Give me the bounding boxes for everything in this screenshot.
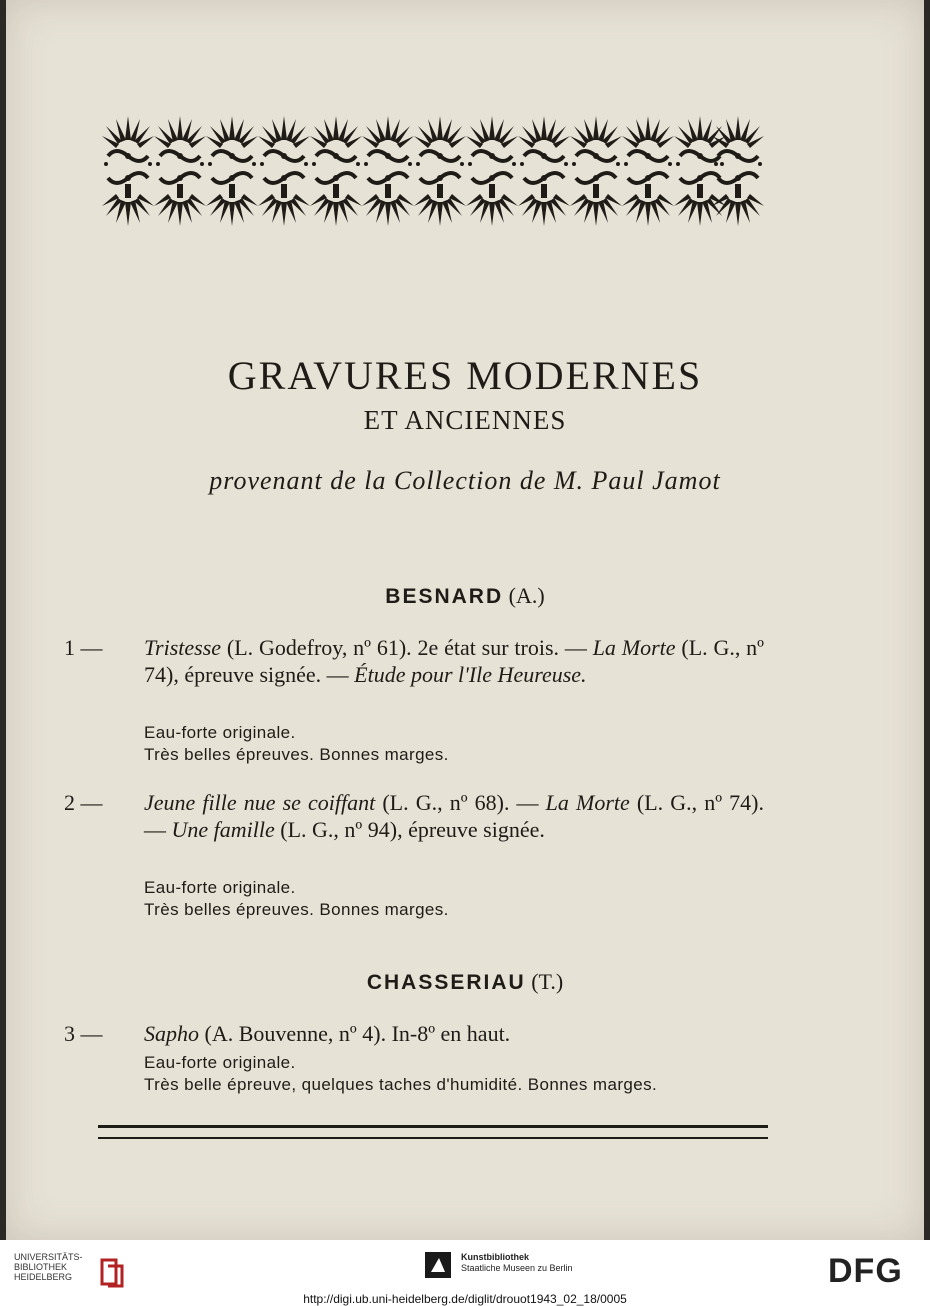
entry-detail: (A. Bouvenne, nº 4). In-8º en haut. (199, 1021, 511, 1046)
entry-number: 1 — (64, 635, 103, 660)
entry-title: Jeune fille nue se coiffant (144, 790, 376, 815)
provenance-line: provenant de la Collection de M. Paul Jamot (209, 466, 721, 495)
dfg-logo[interactable]: DFG (828, 1252, 903, 1290)
entry-title: Une famille (171, 817, 275, 842)
kb-title: Kunstbibliothek (461, 1252, 529, 1262)
catalogue-entry (64, 1020, 764, 1047)
entry-title: Étude pour l'Ile Heureuse. (354, 662, 587, 687)
kb-subtitle: Staatliche Museen zu Berlin (461, 1263, 573, 1273)
entry-number: 2 — (64, 790, 103, 815)
entry-note: Eau-forte originale. (144, 1053, 296, 1072)
logo-text-line: HEIDELBERG (14, 1272, 73, 1282)
entry-title: La Morte (592, 635, 676, 660)
heidelberg-library-logo[interactable] (14, 1252, 114, 1292)
artist-heading-besnard (6, 583, 924, 609)
artist-initial: (A.) (508, 583, 545, 608)
catalogue-entry (64, 789, 764, 843)
permalink-url[interactable]: http://digi.ub.uni-heidelberg.de/diglit/drouot1943_02_18/0005 (303, 1292, 627, 1306)
entry-text (64, 634, 765, 688)
heidelberg-seal-icon (98, 1256, 124, 1288)
entry-note: Eau-forte originale. (144, 878, 296, 897)
entry-detail: (L. Godefroy, nº 61). 2e état sur trois. — (221, 635, 593, 660)
entry-title: La Morte (545, 790, 630, 815)
palmette-frieze-ornament (98, 112, 768, 230)
kunstbibliothek-logo[interactable] (425, 1252, 625, 1282)
artist-name: BESNARD (385, 585, 504, 608)
entry-title: Sapho (144, 1021, 199, 1046)
entry-detail: (L. G., nº 74). — (144, 790, 764, 842)
entry-title: Tristesse (144, 635, 222, 660)
double-rule-divider (98, 1125, 768, 1139)
page-subtitle: ET ANCIENNES (363, 405, 567, 435)
artist-initial: (T.) (531, 969, 564, 994)
artist-name: CHASSERIAU (366, 971, 526, 994)
entry-detail: (L. G., nº 74), épreuve signée. — (144, 635, 765, 687)
kunstbibliothek-text (461, 1252, 573, 1274)
entry-text (64, 789, 764, 843)
catalogue-page (6, 0, 924, 1240)
entry-detail: (L. G., nº 68). — (375, 790, 546, 815)
entry-note: Très belle épreuve, quelques taches d'humidité. Bonnes marges. (144, 1075, 658, 1094)
entry-detail: (L. G., nº 94), épreuve signée. (274, 817, 545, 842)
entry-number: 3 — (64, 1021, 103, 1046)
page-title: GRAVURES MODERNES (227, 353, 703, 398)
logo-text-line: BIBLIOTHEK (14, 1262, 68, 1272)
entry-text (64, 1020, 764, 1047)
entry-note: Eau-forte originale. (144, 723, 296, 742)
entry-note: Très belles épreuves. Bonnes marges. (144, 745, 449, 764)
logo-text-line: UNIVERSITÄTS- (14, 1252, 83, 1262)
artist-heading-chasseriau (6, 969, 924, 995)
digitization-footer (0, 1240, 930, 1306)
entry-note: Très belles épreuves. Bonnes marges. (144, 900, 449, 919)
catalogue-entry (64, 634, 765, 688)
kunstbibliothek-mark-icon (425, 1252, 451, 1278)
